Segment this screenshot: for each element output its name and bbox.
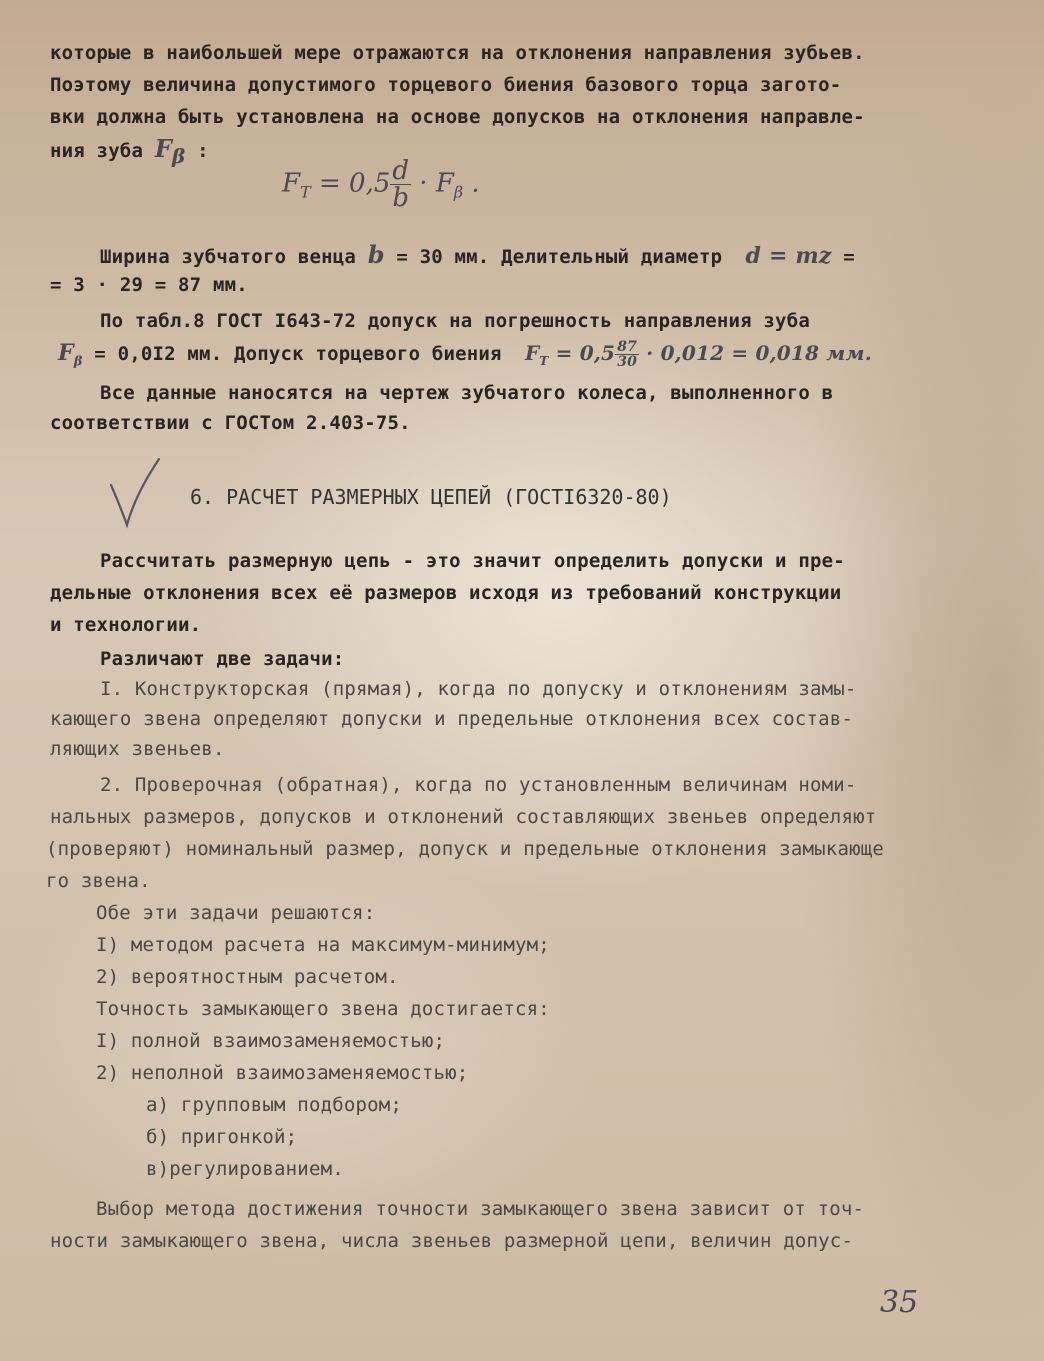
formula-ft xyxy=(282,158,480,211)
task2-line-2: нальных размеров, допусков и отклонений составляющих звеньев определяют xyxy=(50,806,877,828)
checkmark-icon xyxy=(105,455,165,535)
task2-line-4: го звена. xyxy=(46,870,151,892)
intro-line-4 xyxy=(50,134,209,171)
task2-line-3: (проверяют) номинальный размер, допуск и предельные отклонения замыкающе xyxy=(46,838,885,860)
accuracy-2: 2) неполной взаимозаменяемостью; xyxy=(96,1062,469,1084)
formula-ft-fraction xyxy=(390,158,411,211)
d-hand: d = mz xyxy=(745,243,832,269)
formula-ft-lhs-sub: T xyxy=(300,182,311,202)
b-hand: b xyxy=(367,240,385,269)
formula-ft-rhs-sub: β xyxy=(453,182,464,202)
f-beta-letter: F xyxy=(154,134,173,163)
ft-inline-letter: F xyxy=(524,341,540,365)
drawing-line-1: Все данные наносятся на чертеж зубчатого колеса, выполненного в xyxy=(100,382,834,404)
section-title: 6. РАСЧЕТ РАЗМЕРНЫХ ЦЕПЕЙ (ГОСТI6320-80) xyxy=(190,485,672,509)
method-2: 2) вероятностным расчетом. xyxy=(96,966,399,988)
formula-ft-den: b xyxy=(392,183,410,213)
task1-line-2: кающего звена определяют допуски и предельные отклонения всех состав- xyxy=(50,708,854,730)
page-number: 35 xyxy=(880,1285,919,1320)
formula-ft-num: d xyxy=(392,156,410,186)
ft-inline-num: 87 xyxy=(617,339,638,355)
methods-intro: Обе эти задачи решаются: xyxy=(96,902,376,924)
width-line-2: = 3 · 29 = 87 мм. xyxy=(50,274,248,296)
ft-inline-eq: = 0,5 xyxy=(548,341,616,365)
width-text-3: = xyxy=(831,246,855,268)
formula-ft-end: . xyxy=(463,168,480,199)
formula-ft-lhs: F xyxy=(282,168,301,199)
closing-line-2: ности замыкающего звена, числа звеньев размерной цепи, величин допус- xyxy=(50,1230,854,1252)
f-beta-symbol xyxy=(154,134,186,168)
formula-ft-rhs: · F xyxy=(411,168,454,199)
formula-ft-eq: = 0,5 xyxy=(310,168,391,199)
closing-line-1: Выбор метода достижения точности замыкающего звена зависит от точ- xyxy=(96,1198,865,1220)
def-line-1: Рассчитать размерную цепь - это значит определить допуски и пре- xyxy=(100,550,845,572)
intro-line-4-text: ния зуба xyxy=(50,140,155,162)
accuracy-1: I) полной взаимозаменяемостью; xyxy=(96,1030,446,1052)
intro-line-1: которые в наибольшей мере отражаются на отклонения направления зубьев. xyxy=(50,42,865,64)
def-line-2: дельные отклонения всех её размеров исходя из требований конструкции xyxy=(50,582,842,604)
sub-item-a: а) групповым подбором; xyxy=(146,1094,403,1116)
ft-formula-inline xyxy=(524,339,872,370)
tolerance-line-1: По табл.8 ГОСТ I643-72 допуск на погрешность направления зуба xyxy=(100,310,810,332)
intro-line-2: Поэтому величина допустимого торцевого биения базового торца загото- xyxy=(50,74,842,96)
f-beta-2-sub: β xyxy=(73,354,83,370)
ft-inline-den: 30 xyxy=(617,354,638,370)
accuracy-intro: Точность замыкающего звена достигается: xyxy=(96,998,550,1020)
tasks-intro: Различают две задачи: xyxy=(100,648,345,670)
method-1: I) методом расчета на максимум-минимум; xyxy=(96,934,550,956)
tolerance-line-2 xyxy=(58,338,872,377)
ft-inline-sub: T xyxy=(539,354,549,368)
drawing-line-2: соответствии с ГОСТом 2.403-75. xyxy=(50,412,411,434)
ft-inline-rest: · 0,012 = 0,018 мм. xyxy=(639,341,872,365)
tolerance-text-2: = 0,0I2 мм. Допуск торцевого биения xyxy=(82,343,525,365)
f-beta-symbol-2 xyxy=(58,340,83,370)
ft-inline-fraction xyxy=(615,340,639,369)
task1-line-3: ляющих звеньев. xyxy=(50,738,225,760)
f-beta-sub: β xyxy=(172,143,186,168)
intro-line-3: вки должна быть установлена на основе допусков на отклонения направле- xyxy=(50,106,865,128)
intro-line-4-end: : xyxy=(185,140,209,162)
sub-item-c: в)регулированием. xyxy=(146,1158,344,1180)
sub-item-b: б) пригонкой; xyxy=(146,1126,298,1148)
f-beta-2-letter: F xyxy=(58,340,74,366)
def-line-3: и технологии. xyxy=(50,614,202,636)
task1-line-1: I. Конструкторская (прямая), когда по допуску и отклонениям замы- xyxy=(100,678,857,700)
width-text-2: = 30 мм. Делительный диаметр xyxy=(384,246,746,268)
width-line-1 xyxy=(100,240,855,272)
width-text-1: Ширина зубчатого венца xyxy=(100,246,368,268)
task2-line-1: 2. Проверочная (обратная), когда по установленным величинам номи- xyxy=(100,774,857,796)
